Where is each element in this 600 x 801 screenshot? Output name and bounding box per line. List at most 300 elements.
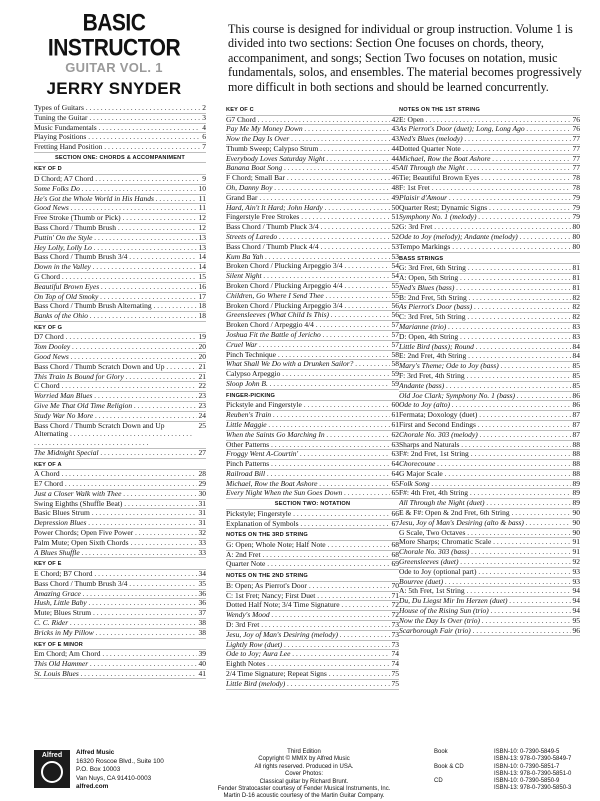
- toc-entry: [399, 264, 580, 274]
- toc-entry-page: 52: [391, 222, 399, 232]
- toc-entry-title: House of the Rising Sun (trio) . . .: [399, 607, 571, 616]
- toc-entry-title: Pinch Patterns . . .: [226, 460, 390, 469]
- toc-entry: [226, 135, 399, 145]
- toc-entry-page: 92: [572, 557, 580, 567]
- toc-section-heading: KEY OF E: [34, 560, 206, 570]
- toc-entry-page: 56: [391, 310, 399, 320]
- toc-entry-page: 55: [391, 290, 399, 300]
- toc-column-2: [226, 104, 399, 690]
- toc-entry: [34, 670, 206, 680]
- toc-entry-title: Jesu, Joy of Man's Desiring (alto & bass) . . .: [399, 519, 571, 528]
- toc-entry: [34, 539, 206, 549]
- toc-entry-page: 60: [391, 400, 399, 410]
- toc-entry-page: 76: [572, 114, 580, 124]
- isbn-label: CD: [434, 778, 443, 785]
- credit-line: Cover Photos:: [284, 771, 324, 778]
- isbn-number: ISBN-13: 978-0-7390-5851-0: [494, 770, 572, 777]
- toc-entry-title: Hard, Ain't It Hard; John Hardy . . .: [226, 204, 390, 213]
- toc-entry: [399, 627, 580, 637]
- toc-entry-title: Du, Du Liegst Mir Im Herzen (duet) . . .: [399, 597, 571, 606]
- toc-entry-title: Explanation of Symbols . . .: [226, 520, 390, 529]
- toc-entry: [226, 204, 399, 214]
- toc-entry-title: What Shall We Do with a Drunken Sailor? . . .: [226, 360, 390, 369]
- toc-entry-page: 89: [572, 488, 580, 498]
- toc-entry-title: Banks of the Ohio . . .: [34, 312, 197, 321]
- toc-entry: [226, 174, 399, 184]
- toc-entry-title: A: 5th Fret, 1st String . . .: [399, 587, 571, 596]
- toc-entry-page: 18: [198, 301, 206, 311]
- toc-entry-page: 12: [198, 222, 206, 232]
- toc-entry: [226, 670, 399, 680]
- toc-entry: [226, 145, 399, 155]
- toc-entry: [34, 392, 206, 402]
- toc-entry: [226, 541, 399, 551]
- toc-entry-title: Kum Ba Yah . . .: [226, 253, 390, 262]
- toc-entry: [34, 104, 206, 114]
- toc-entry: [226, 560, 399, 570]
- toc-entry-page: 77: [572, 143, 580, 153]
- toc-entry: [34, 185, 206, 195]
- toc-entry-title: Power Chords; Open Five Power . . .: [34, 529, 197, 538]
- toc-entry: [399, 587, 580, 597]
- toc-entry-page: 84: [572, 341, 580, 351]
- toc-entry: [226, 155, 399, 165]
- toc-entry: [399, 421, 580, 431]
- toc-entry: [399, 480, 580, 490]
- toc-entry-page: 86: [572, 390, 580, 400]
- toc-entry-title: Grand Bar . . .: [226, 194, 390, 203]
- toc-entry-page: 38: [198, 617, 206, 627]
- toc-entry: [34, 500, 206, 510]
- toc-entry-title: Dotted Quarter Note . . .: [399, 145, 571, 154]
- toc-entry-title: Marianne (trio) . . .: [399, 323, 571, 332]
- toc-entry-page: 43: [391, 134, 399, 144]
- toc-entry-page: 88: [572, 459, 580, 469]
- toc-entry-page: 84: [572, 351, 580, 361]
- toc-entry-page: 65: [391, 488, 399, 498]
- toc-entry-page: 9: [202, 173, 206, 183]
- toc-entry-title: E7 Chord . . .: [34, 480, 197, 489]
- toc-entry-page: 35: [198, 578, 206, 588]
- toc-entry-title: Plaisir d'Amour . . .: [399, 194, 571, 203]
- toc-entry-title: C: 1st Fret; Nancy; First Duet . . .: [226, 592, 390, 601]
- toc-entry-title: Broken Chord / Plucking Arpeggio 4/4 . . .: [226, 282, 390, 291]
- toc-entry: [226, 116, 399, 126]
- toc-entry-page: 90: [572, 527, 580, 537]
- isbn-block: [434, 749, 580, 793]
- toc-entry-page: 85: [572, 370, 580, 380]
- toc-entry-title: Broken Chord / Plucking Arpeggio 3/4 . . .: [226, 262, 390, 271]
- toc-column-3: [399, 104, 580, 636]
- toc-entry-title: Wendy's Mood . . .: [226, 611, 390, 620]
- isbn-number: ISBN-10: 0-7390-5851-7: [494, 763, 560, 770]
- toc-entry: [399, 450, 580, 460]
- toc-entry-title: Children, Go Where I Send Thee . . .: [226, 292, 390, 301]
- toc-entry: [399, 607, 580, 617]
- toc-entry: [399, 597, 580, 607]
- toc-entry-page: 24: [198, 410, 206, 420]
- toc-entry: [226, 213, 399, 223]
- toc-entry-page: 95: [572, 615, 580, 625]
- toc-entry-title: Every Night When the Sun Goes Down . . .: [226, 489, 390, 498]
- toc-entry: [226, 551, 399, 561]
- toc-entry: [34, 412, 206, 422]
- toc-entry-page: 81: [572, 263, 580, 273]
- toc-entry-page: 82: [572, 292, 580, 302]
- toc-entry-title: Michael, Row the Boat Ashore . . .: [226, 480, 390, 489]
- credit-line: Classical guitar by Richard Brunt.: [259, 778, 349, 785]
- toc-entry: [226, 480, 399, 490]
- toc-entry: [399, 489, 580, 499]
- toc-entry: [226, 601, 399, 611]
- toc-entry-title: G7 Chord . . .: [226, 116, 390, 125]
- toc-entry-page: 79: [572, 212, 580, 222]
- toc-entry-page: 63: [391, 449, 399, 459]
- isbn-group: [434, 749, 580, 764]
- toc-entry: [34, 480, 206, 490]
- toc-entry-page: 4: [202, 122, 206, 132]
- toc-entry-title: Bricks in My Pillow . . .: [34, 629, 197, 638]
- toc-section-heading: BASS STRINGS: [399, 255, 580, 265]
- toc-entry-page: 94: [572, 586, 580, 596]
- toc-entry-page: 57: [391, 320, 399, 330]
- toc-entry-page: 86: [572, 400, 580, 410]
- toc-entry-page: 79: [572, 192, 580, 202]
- address-line: Alfred Music: [76, 749, 115, 756]
- toc-entry: [399, 243, 580, 253]
- toc-entry-title: B: Open; As Pierrot's Door . . .: [226, 582, 390, 591]
- toc-entry-page: 76: [572, 124, 580, 134]
- toc-entry-page: 83: [572, 331, 580, 341]
- toc-entry-page: 90: [572, 517, 580, 527]
- toc-entry-title: Thumb Sweep; Calypso Strum . . .: [226, 145, 390, 154]
- toc-entry-title: Cruel War . . .: [226, 341, 390, 350]
- toc-entry-page: 89: [572, 478, 580, 488]
- isbn-number: ISBN-10: 0-7390-5849-5: [494, 749, 560, 755]
- toc-entry-title: Chorale No. 303 (bass) . . .: [399, 548, 571, 557]
- toc-entry-title: Worried Man Blues . . .: [34, 392, 197, 401]
- toc-entry-title: B: 2nd Fret, 5th String . . .: [399, 294, 571, 303]
- toc-entry: [226, 164, 399, 174]
- toc-entry-title: Old Joe Clark; Symphony No. 1 (bass) . . .: [399, 392, 571, 401]
- toc-entry-page: 87: [572, 410, 580, 420]
- toc-entry-title: Quarter Rest; Dynamic Signs . . .: [399, 204, 571, 213]
- toc-entry: [399, 441, 580, 451]
- toc-entry-title: Greensleeves (duet) . . .: [399, 558, 571, 567]
- toc-entry-title: Bass Chord / Thumb Brush . . .: [34, 224, 197, 233]
- toc-entry: [226, 450, 399, 460]
- toc-entry-title: Greensleeves (What Child Is This) . . .: [226, 311, 390, 320]
- toc-entry-page: 63: [391, 439, 399, 449]
- publisher-address: [76, 749, 164, 792]
- toc-entry-title: St. Louis Blues . . .: [34, 670, 197, 679]
- toc-entry-title: Free Stroke (Thumb or Pick) . . .: [34, 214, 197, 223]
- toc-entry-title: Ode to Joy (melody); Andante (melody) . . .: [399, 233, 571, 242]
- isbn-label: Book & CD: [434, 763, 464, 770]
- toc-entry-title: F: 1st Fret . . .: [399, 184, 571, 193]
- toc-entry-page: 90: [572, 508, 580, 518]
- toc-entry: [34, 114, 206, 124]
- toc-entry-page: 87: [572, 429, 580, 439]
- isbn-number: ISBN-13: 978-0-7390-5849-7: [494, 756, 572, 763]
- toc-entry-title: E Chord; B7 Chord . . .: [34, 570, 197, 579]
- toc-entry-page: 94: [572, 606, 580, 616]
- toc-entry: [226, 431, 399, 441]
- toc-entry-title: Broken Chord / Plucking Arpeggio 3/4 . . .: [226, 302, 390, 311]
- toc-entry: [399, 499, 580, 509]
- toc-entry-page: 15: [198, 271, 206, 281]
- toc-entry: [399, 125, 580, 135]
- toc-section-heading: KEY OF A: [34, 461, 206, 471]
- toc-entry-page: 28: [198, 469, 206, 479]
- toc-entry-title: D7 Chord . . .: [34, 333, 197, 342]
- toc-entry-title: Andante (bass) . . .: [399, 382, 571, 391]
- toc-entry-page: 48: [391, 183, 399, 193]
- toc-entry-page: 77: [572, 153, 580, 163]
- toc-entry-title: Chorale No. 303 (melody) . . .: [399, 431, 571, 440]
- toc-entry-title: Folk Song . . .: [399, 480, 571, 489]
- toc-entry-page: 82: [572, 312, 580, 322]
- toc-entry-page: 41: [198, 668, 206, 678]
- toc-entry-title: C: 3rd Fret, 5th String . . .: [399, 313, 571, 322]
- toc-entry-page: 59: [391, 369, 399, 379]
- toc-entry: [34, 422, 206, 449]
- toc-entry-title: Scarborough Fair (trio) . . .: [399, 627, 571, 636]
- toc-entry-title: Ned's Blues (melody) . . .: [399, 135, 571, 144]
- toc-entry-page: 7: [202, 142, 206, 152]
- book-author: JERRY SNYDER: [46, 79, 182, 98]
- toc-entry: [226, 621, 399, 631]
- toc-entry: [226, 641, 399, 651]
- toc-entry-page: 77: [572, 134, 580, 144]
- toc-entry: [226, 311, 399, 321]
- toc-entry-title: Now the Day Is Over (trio) . . .: [399, 617, 571, 626]
- toc-entry: [226, 292, 399, 302]
- toc-entry-title: Bourree (duet) . . .: [399, 578, 571, 587]
- copyright-credits: [174, 749, 434, 801]
- toc-entry-title: When the Saints Go Marching In . . .: [226, 431, 390, 440]
- toc-entry-title: Depression Blues . . .: [34, 519, 197, 528]
- toc-entry: [226, 341, 399, 351]
- toc-entry-page: 65: [391, 478, 399, 488]
- toc-entry: [226, 421, 399, 431]
- toc-entry-page: 64: [391, 459, 399, 469]
- toc-entry: [226, 321, 399, 331]
- toc-entry: [226, 680, 399, 690]
- toc-entry-page: 57: [391, 330, 399, 340]
- toc-entry-title: Dotted Half Note; 3/4 Time Signature . . .: [226, 601, 390, 610]
- toc-entry-page: 69: [391, 559, 399, 569]
- toc-entry-title: E: Open . . .: [399, 116, 571, 125]
- toc-entry-page: 56: [391, 300, 399, 310]
- toc-entry-page: 74: [391, 659, 399, 669]
- toc-entry-title: Bass Chord / Thumb Brush Alternating . . .: [34, 302, 197, 311]
- toc-entry: [399, 460, 580, 470]
- toc-entry-page: 62: [391, 429, 399, 439]
- toc-entry-title: Down in the Valley . . .: [34, 263, 197, 272]
- toc-entry: [399, 333, 580, 343]
- isbn-group: [434, 764, 580, 779]
- toc-entry-title: Fermata; Doxology (duet) . . .: [399, 411, 571, 420]
- toc-entry-page: 68: [391, 549, 399, 559]
- toc-entry: [399, 323, 580, 333]
- toc-entry-page: 36: [198, 598, 206, 608]
- toc-entry-page: 93: [572, 576, 580, 586]
- toc-entry: [226, 331, 399, 341]
- toc-entry-page: 75: [391, 678, 399, 688]
- toc-entry-title: First and Second Endings . . .: [399, 421, 571, 430]
- toc-entry-page: 81: [572, 272, 580, 282]
- toc-entry: [34, 143, 206, 153]
- toc-entry: [34, 333, 206, 343]
- toc-entry-title: Banana Boat Song . . .: [226, 164, 390, 173]
- toc-entry-title: Pinch Technique . . .: [226, 351, 390, 360]
- toc-section-heading: NOTES ON THE 1ST STRING: [399, 106, 580, 116]
- toc-entry-title: Ode to Joy; Aura Lee . . .: [226, 650, 390, 659]
- toc-entry: [399, 294, 580, 304]
- toc-section-heading: KEY OF G: [34, 324, 206, 334]
- toc-entry: [34, 224, 206, 234]
- toc-entry-title: Give Me That Old Time Religion . . .: [34, 402, 197, 411]
- toc-entry-title: Good News . . .: [34, 353, 197, 362]
- toc-entry: [34, 343, 206, 353]
- toc-entry-title: More Sharps; Chromatic Scale . . .: [399, 538, 571, 547]
- toc-section-heading: SECTION ONE: CHORDS & ACCOMPANIMENT: [34, 154, 206, 164]
- toc-entry-page: 44: [391, 153, 399, 163]
- toc-entry-page: 18: [198, 311, 206, 321]
- toc-entry-page: 66: [391, 508, 399, 518]
- toc-entry-title: Types of Guitars . . .: [34, 104, 200, 113]
- toc-entry-title: Mary's Theme; Ode to Joy (bass) . . .: [399, 362, 571, 371]
- credit-line: Copyright © MMIX by Alfred Music: [258, 756, 350, 763]
- toc-entry-page: 74: [391, 649, 399, 659]
- toc-entry-title: E: 2nd Fret, 4th String . . .: [399, 352, 571, 361]
- toc-entry-page: 49: [391, 192, 399, 202]
- toc-entry-title: Joshua Fit the Battle of Jericho . . .: [226, 331, 390, 340]
- toc-entry: [34, 204, 206, 214]
- toc-entry-title: He's Got the Whole World in His Hands . . .: [34, 195, 197, 204]
- intro-paragraph: This course is designed for individual or group instruction. Volume 1 is divided into two sections: Section One focuses on chords, theory, accompaniment, and songs; Section Two focuses on notation, music fundamentals, solos, and ensembles. The material becomes progressively more difficult in both sections and should be learned concurrently.: [228, 22, 582, 94]
- toc-entry-page: 87: [572, 419, 580, 429]
- toc-section-heading: SECTION TWO: NOTATION: [226, 500, 399, 510]
- toc-entry-title: Mute; Blues Strum . . .: [34, 609, 197, 618]
- toc-entry: [34, 244, 206, 254]
- toc-entry: [399, 194, 580, 204]
- toc-entry-title: G: Open; Whole Note; Half Note . . .: [226, 541, 390, 550]
- toc-entry: [34, 302, 206, 312]
- toc-entry-page: 14: [198, 252, 206, 262]
- toc-entry: [226, 582, 399, 592]
- toc-entry-page: 93: [572, 566, 580, 576]
- toc-entry-page: 20: [198, 352, 206, 362]
- toc-entry: [399, 274, 580, 284]
- toc-entry-page: 80: [572, 222, 580, 232]
- toc-entry: [226, 489, 399, 499]
- toc-entry: [226, 520, 399, 530]
- address-line: P.O. Box 10003: [76, 766, 121, 774]
- toc-entry-title: Hey Lolly, Lolly Lo . . .: [34, 244, 197, 253]
- toc-entry: [34, 629, 206, 639]
- toc-section-heading: KEY OF D: [34, 165, 206, 175]
- toc-entry-title: Symphony No. 1 (melody) . . .: [399, 213, 571, 222]
- toc-entry-title: Little Maggie . . .: [226, 421, 390, 430]
- toc-entry-page: 71: [391, 590, 399, 600]
- toc-entry-title: G: 3rd Fret, 6th String . . .: [399, 264, 571, 273]
- toc-entry-page: 91: [572, 547, 580, 557]
- toc-entry-page: 16: [198, 281, 206, 291]
- toc-entry-page: 54: [391, 271, 399, 281]
- toc-entry: [34, 283, 206, 293]
- toc-entry-page: 78: [572, 173, 580, 183]
- toc-entry-page: 22: [198, 381, 206, 391]
- toc-entry: [226, 194, 399, 204]
- toc-entry-page: 43: [391, 124, 399, 134]
- toc-entry-page: 58: [391, 359, 399, 369]
- toc-entry-page: 94: [572, 596, 580, 606]
- toc-entry-title: A: 2nd Fret . . .: [226, 551, 390, 560]
- credit-line: Fender Stratocaster courtesy of Fender Musical Instruments, Inc.: [217, 786, 391, 793]
- toc-entry: [226, 401, 399, 411]
- logo-mark-icon: [41, 761, 63, 783]
- toc-entry-page: 17: [198, 291, 206, 301]
- toc-entry: [34, 650, 206, 660]
- toc-entry-page: 91: [572, 537, 580, 547]
- toc-entry: [399, 164, 580, 174]
- toc-entry: [226, 282, 399, 292]
- toc-entry-page: 73: [391, 619, 399, 629]
- toc-entry: [34, 449, 206, 459]
- toc-entry: [399, 568, 580, 578]
- toc-entry-page: 37: [198, 608, 206, 618]
- toc-entry-page: 33: [198, 547, 206, 557]
- toc-entry-title: F#: 4th Fret, 4th String . . .: [399, 489, 571, 498]
- toc-entry-title: 2/4 Time Signature; Repeat Signs . . .: [226, 670, 390, 679]
- toc-entry: [226, 441, 399, 451]
- toc-entry-title: As Pierrot's Door (bass) . . .: [399, 303, 571, 312]
- toc-entry: [399, 529, 580, 539]
- toc-entry-page: 31: [198, 508, 206, 518]
- toc-entry-title: D: Open, 4th String . . .: [399, 333, 571, 342]
- toc-entry-title: Ned's Blues (bass) . . .: [399, 284, 571, 293]
- toc-entry-page: 12: [198, 213, 206, 223]
- toc-entry-page: 3: [202, 112, 206, 122]
- toc-entry-page: 77: [572, 163, 580, 173]
- toc-entry-title: A Chord . . .: [34, 470, 197, 479]
- toc-entry-page: 59: [391, 379, 399, 389]
- toc-entry: [226, 351, 399, 361]
- toc-entry: [34, 175, 206, 185]
- toc-entry-title: Bass Chord / Thumb Scratch Down and Up Alternating . . .: [34, 422, 197, 448]
- isbn-number: ISBN-13: 978-0-7390-5850-3: [494, 785, 572, 792]
- toc-entry: [399, 174, 580, 184]
- toc-entry-title: Railroad Bill . . .: [226, 470, 390, 479]
- toc-entry-title: Bass Chord / Thumb Pluck 4/4 . . .: [226, 243, 390, 252]
- toc-entry: [399, 362, 580, 372]
- toc-entry-title: Everybody Loves Saturday Night . . .: [226, 155, 390, 164]
- toc-entry-page: 11: [198, 203, 206, 213]
- toc-entry-page: 75: [391, 668, 399, 678]
- toc-entry-page: 68: [391, 539, 399, 549]
- toc-entry-page: 6: [202, 132, 206, 142]
- toc-entry-page: 53: [391, 241, 399, 251]
- toc-entry-title: Tom Dooley . . .: [34, 343, 197, 352]
- toc-entry-page: 61: [391, 410, 399, 420]
- toc-entry-page: 21: [198, 361, 206, 371]
- toc-entry-page: 38: [198, 627, 206, 637]
- book-brand: [34, 9, 194, 99]
- toc-entry-page: 36: [198, 588, 206, 598]
- toc-entry: [399, 509, 580, 519]
